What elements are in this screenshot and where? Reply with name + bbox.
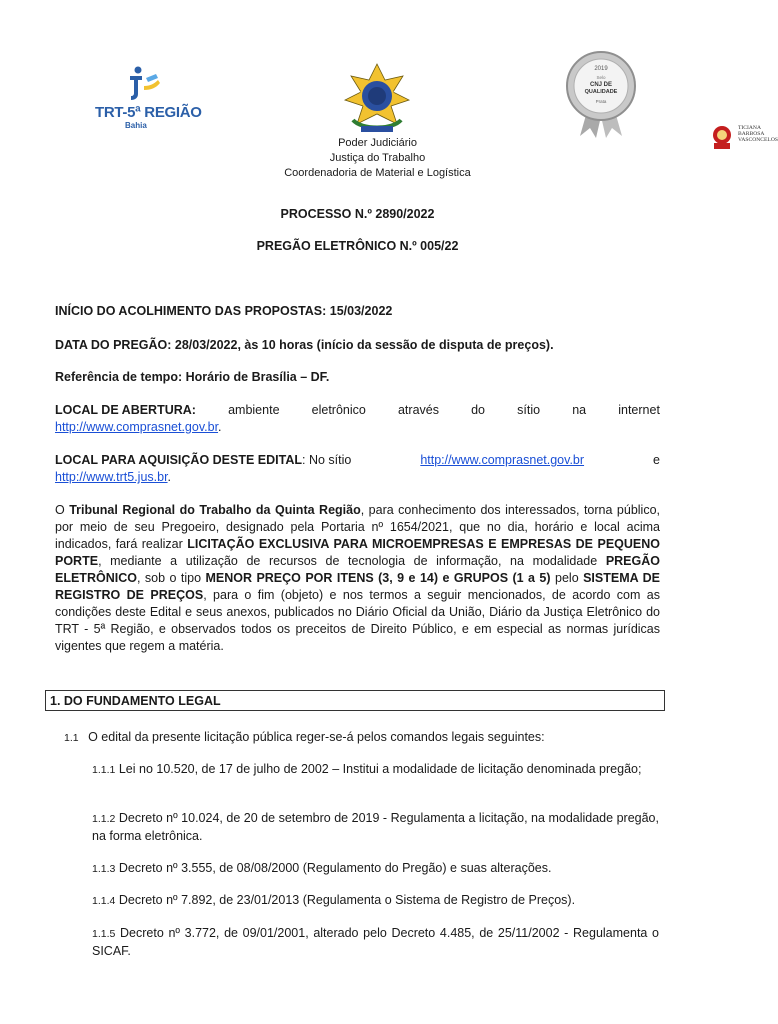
intro-bold-type: MENOR PREÇO POR ITENS (3, 9 e 14) e GRUPOS (1 a 5) xyxy=(205,571,551,585)
opening-location-word: sítio xyxy=(517,403,541,417)
opening-location-word: através xyxy=(397,403,439,417)
section-heading-legal-basis: 1. DO FUNDAMENTO LEGAL xyxy=(45,690,665,711)
subitem-1-1-2 xyxy=(92,810,659,845)
trt-logo-text: TRT-5ª REGIÃO xyxy=(95,104,202,121)
process-number-title: PROCESSO N.º 2890/2022 xyxy=(280,207,435,221)
subitem-1-1-1 xyxy=(92,761,659,779)
comprasnet-link[interactable]: http://www.comprasnet.gov.br xyxy=(55,420,219,434)
item-number: 1.1 xyxy=(64,732,79,744)
trt5-link[interactable]: http://www.trt5.jus.br xyxy=(55,470,168,484)
intro-bold-bidding: LICITAÇÃO EXCLUSIVA PARA MICROEMPRESAS E EMPRESAS DE PEQUENO PORTE xyxy=(55,537,661,568)
subitem-text: Decreto nº 3.772, de 09/01/2001, alterado pelo Decreto 4.485, de 25/11/2002 - Regulamenta o SICAF. xyxy=(92,926,659,958)
opening-location-word: do xyxy=(471,403,486,417)
subitem-text: Decreto nº 7.892, de 23/01/2013 (Regulamenta o Sistema de Registro de Preços). xyxy=(118,893,576,907)
intro-text: , para conhecimento dos interessados, torna público, por meio de seu Pregoeiro, designado pela Portaria nº 1654/2021, que no dia, horário e local acima indicados, fará realizar xyxy=(55,503,661,551)
header-line-department: Coordenadoria de Material e Logística xyxy=(284,167,471,179)
stamp-text: TICIANA BARBOSA VASCONCELOS xyxy=(738,125,778,144)
svg-text:CNJ DE: CNJ DE xyxy=(589,82,613,88)
subitem-number: 1.1.2 xyxy=(92,813,116,825)
intro-text: pelo xyxy=(550,571,584,585)
auction-number-title: PREGÃO ELETRÔNICO N.º 005/22 xyxy=(256,239,459,253)
subitem-number: 1.1.3 xyxy=(92,863,116,875)
opening-location-word: na xyxy=(572,403,587,417)
intro-bold-modality: PREGÃO ELETRÔNICO xyxy=(55,554,660,585)
header-line-labor-court: Justiça do Trabalho xyxy=(329,152,426,164)
svg-text:Prata: Prata xyxy=(595,99,607,104)
opening-location-word: internet xyxy=(618,403,660,417)
opening-location-paragraph: LOCAL DE ABERTURA: ambiente eletrônico através do sítio na internet http://www.comprasnet.gov.br. xyxy=(55,403,660,434)
cnj-quality-seal-icon xyxy=(560,48,642,138)
edital-location-text: : No sítio xyxy=(302,453,352,467)
opening-location-word: ambiente xyxy=(228,403,280,417)
subitem-text: Decreto nº 10.024, de 20 de setembro de 2019 - Regulamenta a licitação, na modalidade pregão, na forma eletrônica. xyxy=(92,811,659,843)
opening-location-label: LOCAL DE ABERTURA: xyxy=(55,403,196,417)
subitem-number: 1.1.1 xyxy=(92,764,116,776)
edital-location-conjunction: e xyxy=(653,453,660,467)
subitem-1-1-3 xyxy=(92,860,659,878)
item-1-1 xyxy=(64,729,664,747)
intro-bold-court: Tribunal Regional do Trabalho da Quinta Região xyxy=(69,503,361,517)
intro-text: , para o fim (objeto) e nos termos a seguir mencionados, de acordo com as condições deste Edital e seus anexos, publicados no Diário Oficial da União, Diário da Justiça Eletrônico do TRT - 5ª Região, e observados todos os preceitos de Direito Público, e em especial as normas jurídicas vigentes que regem a matéria. xyxy=(55,588,660,653)
header-line-judiciary: Poder Judiciário xyxy=(338,137,417,149)
comprasnet-link-2[interactable]: http://www.comprasnet.gov.br xyxy=(420,453,585,467)
edital-location-paragraph: LOCAL PARA AQUISIÇÃO DESTE EDITAL: No sítio http://www.comprasnet.gov.br e http://www.trt5.jus.br. xyxy=(55,453,660,484)
trt-logo-subtitle: Bahia xyxy=(125,121,147,130)
svg-text:2019: 2019 xyxy=(594,66,608,72)
subitem-text: Decreto nº 3.555, de 08/08/2000 (Regulamento do Pregão) e suas alterações. xyxy=(118,861,552,875)
svg-text:Selo: Selo xyxy=(596,75,606,80)
time-reference-line: Referência de tempo: Horário de Brasília – DF. xyxy=(55,370,330,384)
subitem-1-1-4 xyxy=(92,892,659,910)
subitem-text: Lei no 10.520, de 17 de julho de 2002 – Institui a modalidade de licitação denominada pregão; xyxy=(118,762,642,776)
opening-location-word: eletrônico xyxy=(311,403,366,417)
edital-location-label: LOCAL PARA AQUISIÇÃO DESTE EDITAL xyxy=(55,453,302,467)
item-text: O edital da presente licitação pública reger-se-á pelos comandos legais seguintes: xyxy=(88,730,545,744)
subitem-number: 1.1.5 xyxy=(92,928,116,940)
subitem-number: 1.1.4 xyxy=(92,895,116,907)
proposals-start-line: INÍCIO DO ACOLHIMENTO DAS PROPOSTAS: 15/03/2022 xyxy=(55,304,393,318)
intro-text: O xyxy=(55,503,70,517)
intro-bold-system: SISTEMA DE REGISTRO DE PREÇOS xyxy=(55,571,660,602)
brazil-coat-of-arms-icon xyxy=(341,62,413,140)
intro-paragraph xyxy=(55,502,660,655)
intro-text: , mediante a utilização de recursos de tecnologia de informação, na modalidade xyxy=(98,554,606,568)
auction-date-line: DATA DO PREGÃO: 28/03/2022, às 10 horas (início da sessão de disputa de preços). xyxy=(55,338,554,352)
subitem-1-1-5 xyxy=(92,925,659,960)
intro-text: , sob o tipo xyxy=(136,571,206,585)
svg-text:QUALIDADE: QUALIDADE xyxy=(584,89,618,95)
